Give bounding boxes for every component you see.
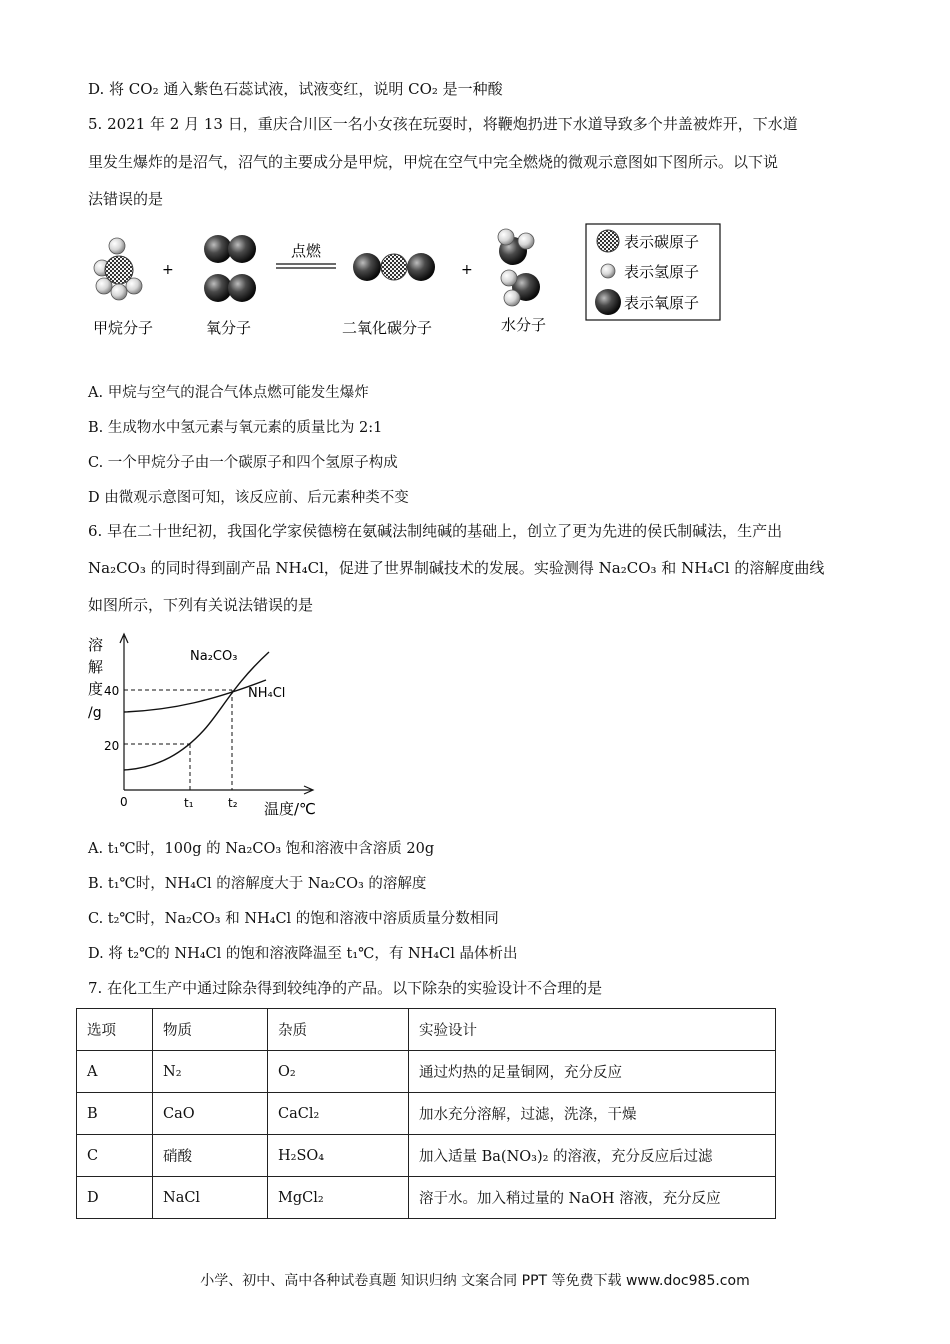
- question-6-option-b: B. t₁℃时，NH₄Cl 的溶解度大于 Na₂CO₃ 的溶解度: [88, 876, 427, 892]
- solubility-curve-chart: [84, 630, 334, 825]
- question-5-option-c: C. 一个甲烷分子由一个碳原子和四个氢原子构成: [88, 455, 398, 471]
- cell-option: B: [77, 1093, 153, 1135]
- oxygen-atom-icon: [595, 289, 621, 315]
- x-tick-t1: t₁: [184, 796, 194, 810]
- question-4-option-d: D. 将 CO₂ 通入紫色石蕊试液，试液变红，说明 CO₂ 是一种酸: [88, 80, 503, 98]
- methane-label: 甲烷分子: [93, 319, 154, 337]
- y-label-char-3: 度: [88, 680, 104, 698]
- cell-substance: CaO: [153, 1093, 268, 1135]
- header-design: 实验设计: [409, 1009, 776, 1051]
- atom-legend: [586, 224, 720, 320]
- cell-design: 加水充分溶解，过滤，洗涤，干燥: [409, 1093, 776, 1135]
- methane-molecule: [94, 238, 142, 300]
- cell-design: 加入适量 Ba(NO₃)₂ 的溶液，充分反应后过滤: [409, 1135, 776, 1177]
- y-tick-40: 40: [104, 684, 120, 698]
- question-5-option-a: A. 甲烷与空气的混合气体点燃可能发生爆炸: [88, 385, 369, 401]
- nh4cl-curve: [124, 680, 266, 712]
- cell-substance: N₂: [153, 1051, 268, 1093]
- oxygen-label: 氧分子: [206, 319, 252, 337]
- header-impurity: 杂质: [268, 1009, 409, 1051]
- methane-combustion-diagram: [80, 220, 740, 350]
- x-axis-label: 温度/℃: [264, 800, 316, 818]
- question-6-stem-line-3: 如图所示，下列有关说法错误的是: [88, 596, 314, 614]
- question-6-option-c: C. t₂℃时，Na₂CO₃ 和 NH₄Cl 的饱和溶液中溶质质量分数相同: [88, 911, 499, 927]
- impurity-removal-table: [76, 1008, 776, 1219]
- carbon-atom-icon: [597, 230, 619, 252]
- cell-option: A: [77, 1051, 153, 1093]
- page-footer: 小学、初中、高中各种试卷真题 知识归纳 文案合同 PPT 等免费下载 www.doc985.com: [200, 1273, 750, 1289]
- y-label-char-4: /g: [88, 705, 102, 721]
- question-5-stem-line-1: 5. 2021 年 2 月 13 日，重庆合川区一名小女孩在玩耍时，将鞭炮扔进下水道导致多个井盖被炸开，下水道: [88, 115, 798, 133]
- question-7-stem: 7. 在化工生产中通过除杂得到较纯净的产品。以下除杂的实验设计不合理的是: [88, 979, 603, 997]
- legend-hydrogen: 表示氢原子: [624, 263, 700, 281]
- plus-sign-2: +: [461, 262, 473, 278]
- cell-option: C: [77, 1135, 153, 1177]
- water-molecules: [498, 229, 540, 306]
- y-tick-20: 20: [104, 739, 120, 753]
- question-5-option-b: B. 生成物水中氢元素与氧元素的质量比为 2:1: [88, 420, 383, 436]
- cell-design: 通过灼热的足量铜网，充分反应: [409, 1051, 776, 1093]
- table-row: [77, 1135, 776, 1177]
- co2-molecule: [353, 253, 435, 281]
- header-option: 选项: [77, 1009, 153, 1051]
- co2-label: 二氧化碳分子: [342, 319, 433, 337]
- table-header-row: [77, 1009, 776, 1051]
- question-6-stem-line-2: Na₂CO₃ 的同时得到副产品 NH₄Cl，促进了世界制碱技术的发展。实验测得 Na₂CO₃ 和 NH₄Cl 的溶解度曲线: [88, 559, 825, 577]
- water-label: 水分子: [501, 316, 547, 334]
- question-6-option-a: A. t₁℃时，100g 的 Na₂CO₃ 饱和溶液中含溶质 20g: [88, 841, 435, 857]
- legend-carbon: 表示碳原子: [624, 233, 700, 251]
- question-5-stem-line-3: 法错误的是: [88, 190, 164, 208]
- cell-substance: NaCl: [153, 1177, 268, 1219]
- cell-design: 溶于水。加入稍过量的 NaOH 溶液，充分反应: [409, 1177, 776, 1219]
- question-5-stem-line-2: 里发生爆炸的是沼气，沼气的主要成分是甲烷，甲烷在空气中完全燃烧的微观示意图如下图所示。以下说: [88, 153, 779, 171]
- cell-impurity: O₂: [268, 1051, 409, 1093]
- plus-sign-1: +: [162, 262, 174, 278]
- series-label-na2co3: Na₂CO₃: [190, 649, 238, 664]
- cell-substance: 硝酸: [153, 1135, 268, 1177]
- question-6-stem-line-1: 6. 早在二十世纪初，我国化学家侯德榜在氨碱法制纯碱的基础上，创立了更为先进的侯氏制碱法，生产出: [88, 522, 783, 540]
- table-row: [77, 1177, 776, 1219]
- cell-option: D: [77, 1177, 153, 1219]
- legend-oxygen: 表示氧原子: [624, 294, 700, 312]
- series-label-nh4cl: NH₄Cl: [248, 686, 286, 701]
- table-row: [77, 1051, 776, 1093]
- oxygen-molecules: [204, 235, 256, 302]
- cell-impurity: CaCl₂: [268, 1093, 409, 1135]
- reaction-condition: 点燃: [291, 242, 322, 260]
- question-5-option-d: D 由微观示意图可知，该反应前、后元素种类不变: [88, 490, 409, 506]
- y-label-char-2: 解: [88, 658, 104, 676]
- question-6-option-d: D. 将 t₂℃的 NH₄Cl 的饱和溶液降温至 t₁℃，有 NH₄Cl 晶体析出: [88, 946, 518, 962]
- table-row: [77, 1093, 776, 1135]
- hydrogen-atom-icon: [601, 264, 615, 278]
- header-substance: 物质: [153, 1009, 268, 1051]
- cell-impurity: H₂SO₄: [268, 1135, 409, 1177]
- x-tick-t2: t₂: [228, 796, 238, 810]
- origin-label: 0: [120, 795, 128, 809]
- y-label-char-1: 溶: [88, 636, 104, 654]
- cell-impurity: MgCl₂: [268, 1177, 409, 1219]
